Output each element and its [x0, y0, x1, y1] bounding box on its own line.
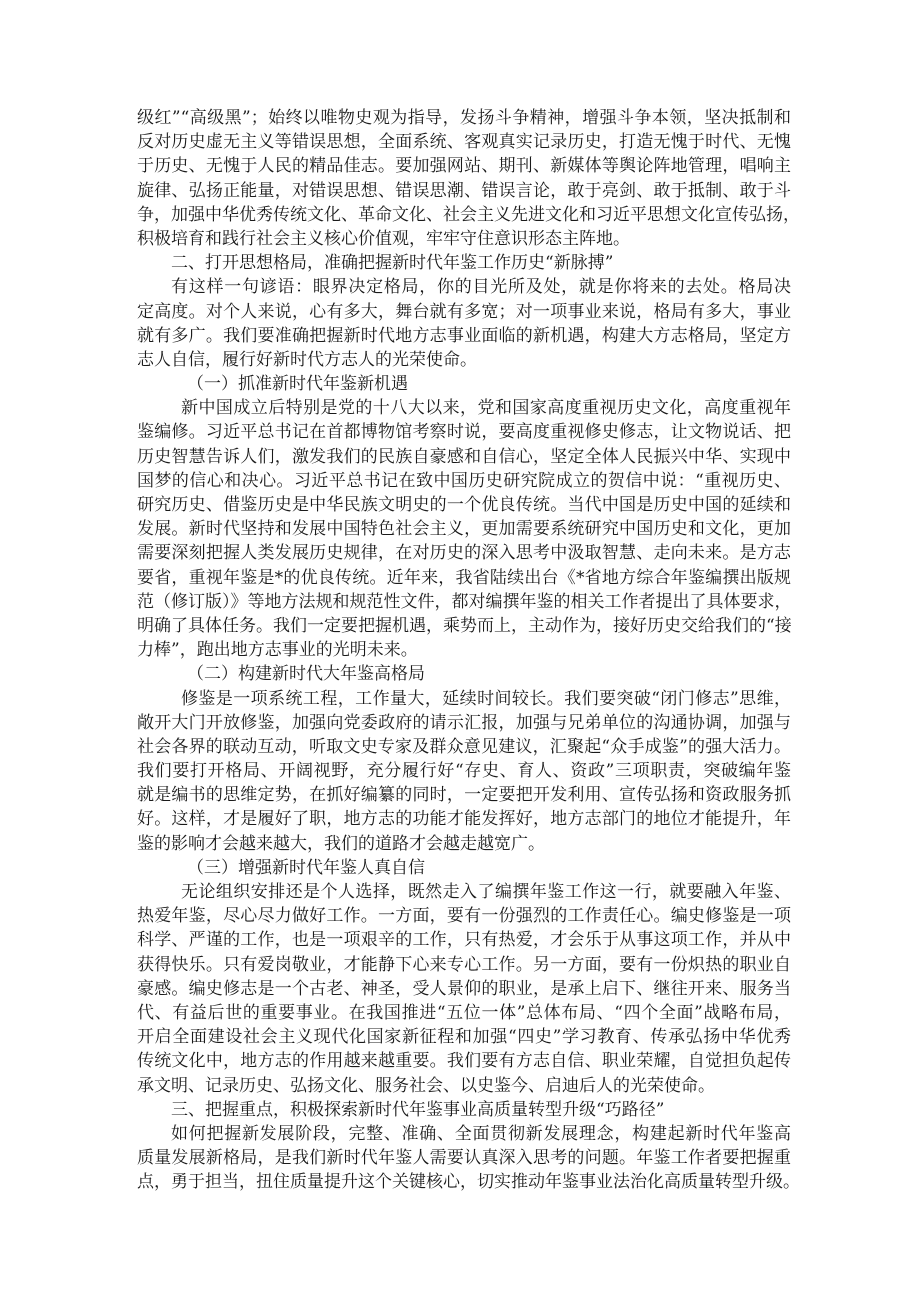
text-line: 反对历史虚无主义等错误思想，全面系统、客观真实记录历史，打造无愧于时代、无愧 — [137, 132, 791, 153]
text-line: 于历史、无愧于人民的精品佳志。要加强网站、期刊、新媒体等舆论阵地管理，唱响主 — [137, 156, 791, 177]
text-line: 历史智慧告诉人们，激发我们的民族自豪感和自信心，坚定全体人民振兴中华、实现中 — [137, 446, 791, 467]
text-line: 要省，重视年鉴是*的优良传统。近年来，我省陆续出台《*省地方综合年鉴编撰出版规 — [137, 567, 791, 588]
text-line: 代、有益后世的重要事业。在我国推进“五位一体”总体布局、“四个全面”战略布局， — [137, 1002, 791, 1023]
text-line: 传统文化中，地方志的作用越来越重要。我们要有方志自信、职业荣耀，自觉担负起传 — [137, 1051, 791, 1072]
text-line: 三、把握重点，积极探索新时代年鉴事业高质量转型升级“巧路径” — [171, 1099, 665, 1120]
text-line: 就是编书的思维定势，在抓好编纂的同时，一定要把开发利用、宣传弘扬和资政服务抓 — [137, 785, 791, 806]
text-line: 发展。新时代坚持和发展中国特色社会主义，更加需要系统研究中国历史和文化，更加 — [137, 519, 791, 540]
text-line: 科学、严谨的工作，也是一项艰辛的工作，只有热爱，才会乐于从事这项工作，并从中 — [137, 930, 791, 951]
text-line: 需要深刻把握人类发展历史规律，在对历史的深入思考中汲取智慧、走向未来。是方志 — [137, 543, 791, 564]
text-line: 级红”“高级黑”；始终以唯物史观为指导，发扬斗争精神，增强斗争本领，坚决抵制和 — [137, 108, 791, 128]
text-line: 开启全面建设社会主义现代化国家新征程和加强“四史”学习教育、传承弘扬中华优秀 — [137, 1027, 791, 1048]
text-line: 豪感。编史修志是一个古老、神圣，受人景仰的职业，是承上启下、继往开来、服务当 — [137, 978, 791, 999]
text-line: 无论组织安排还是个人选择，既然走入了编撰年鉴工作这一行，就要融入年鉴、 — [181, 882, 791, 902]
text-line: 如何把握新发展阶段，完整、准确、全面贯彻新发展理念，构建起新时代年鉴高 — [171, 1123, 791, 1144]
text-line: 国梦的信心和决心。习近平总书记在致中国历史研究院成立的贺信中说：“重视历史、 — [137, 470, 791, 491]
text-line: 新中国成立后特别是党的十八大以来，党和国家高度重视历史文化，高度重视年 — [181, 398, 791, 419]
text-line: 热爱年鉴，尽心尽力做好工作。一方面，要有一份强烈的工作责任心。编史修鉴是一项 — [137, 906, 791, 927]
text-line: 定高度。对个人来说，心有多大，舞台就有多宽；对一项事业来说，格局有多大，事业 — [137, 301, 791, 322]
text-line: 争，加强中华优秀传统文化、革命文化、社会主义先进文化和习近平思想文化宣传弘扬， — [137, 204, 800, 225]
text-line: 我们要打开格局、开阔视野，充分履行好“存史、育人、资政”三项职责，突破编年鉴 — [137, 761, 791, 782]
text-line: 积极培育和践行社会主义核心价值观，牢牢守住意识形态主阵地。 — [137, 228, 630, 249]
text-line: 二、打开思想格局，准确把握新时代年鉴工作历史“新脉搏” — [171, 253, 614, 274]
text-line: （二）构建新时代大年鉴高格局 — [187, 664, 425, 685]
text-line: 范（修订版）》等地方法规和规范性文件，都对编撰年鉴的相关工作者提出了具体要求， — [137, 591, 792, 612]
text-line: 社会各界的联动互动，听取文史专家及群众意见建议，汇聚起“众手成鉴”的强大活力。 — [137, 736, 791, 757]
text-line: 鉴编修。习近平总书记在首都博物馆考察时说，要高度重视修史修志，让文物说话、把 — [137, 422, 791, 443]
text-line: 研究历史、借鉴历史是中华民族文明史的一个优良传统。当代中国是历史中国的延续和 — [137, 495, 791, 515]
text-line: 力棒”，跑出地方志事业的光明未来。 — [137, 640, 418, 661]
text-line: 获得快乐。只有爱岗敬业，才能静下心来专心工作。另一方面，要有一份炽热的职业自 — [137, 954, 791, 975]
text-line: 旋律、弘扬正能量，对错误思想、错误思潮、错误言论，敢于亮剑、敢于抵制、敢于斗 — [137, 180, 791, 201]
text-line: 有这样一句谚语：眼界决定格局，你的目光所及处，就是你将来的去处。格局决 — [171, 277, 791, 298]
text-line: 承文明、记录历史、弘扬文化、服务社会、以史鉴今、启迪后人的光荣使命。 — [137, 1075, 715, 1096]
text-line: （一）抓准新时代年鉴新机遇 — [187, 374, 408, 395]
text-line: （三）增强新时代年鉴人真自信 — [187, 857, 425, 878]
text-line: 修鉴是一项系统工程，工作量大，延续时间较长。我们要突破“闭门修志”思维， — [181, 688, 791, 709]
text-line: 鉴的影响才会越来越大，我们的道路才会越走越宽广。 — [137, 833, 545, 854]
text-line: 就有多广。我们要准确把握新时代地方志事业面临的新机遇，构建大方志格局，坚定方 — [137, 325, 791, 346]
text-line: 明确了具体任务。我们一定要把握机遇，乘势而上，主动作为，接好历史交给我们的“接 — [137, 615, 792, 636]
document-body — [137, 106, 800, 1194]
text-line: 点，勇于担当，扭住质量提升这个关键核心，切实推动年鉴事业法治化高质量转型升级。 — [137, 1172, 800, 1193]
text-line: 志人自信，履行好新时代方志人的光荣使命。 — [137, 349, 477, 370]
text-line: 敞开大门开放修鉴，加强向党委政府的请示汇报，加强与兄弟单位的沟通协调，加强与 — [137, 712, 791, 733]
text-line: 质量发展新格局，是我们新时代年鉴人需要认真深入思考的问题。年鉴工作者要把握重 — [137, 1148, 791, 1169]
text-line: 好。这样，才是履好了职，地方志的功能才能发挥好，地方志部门的地位才能提升，年 — [137, 809, 791, 830]
